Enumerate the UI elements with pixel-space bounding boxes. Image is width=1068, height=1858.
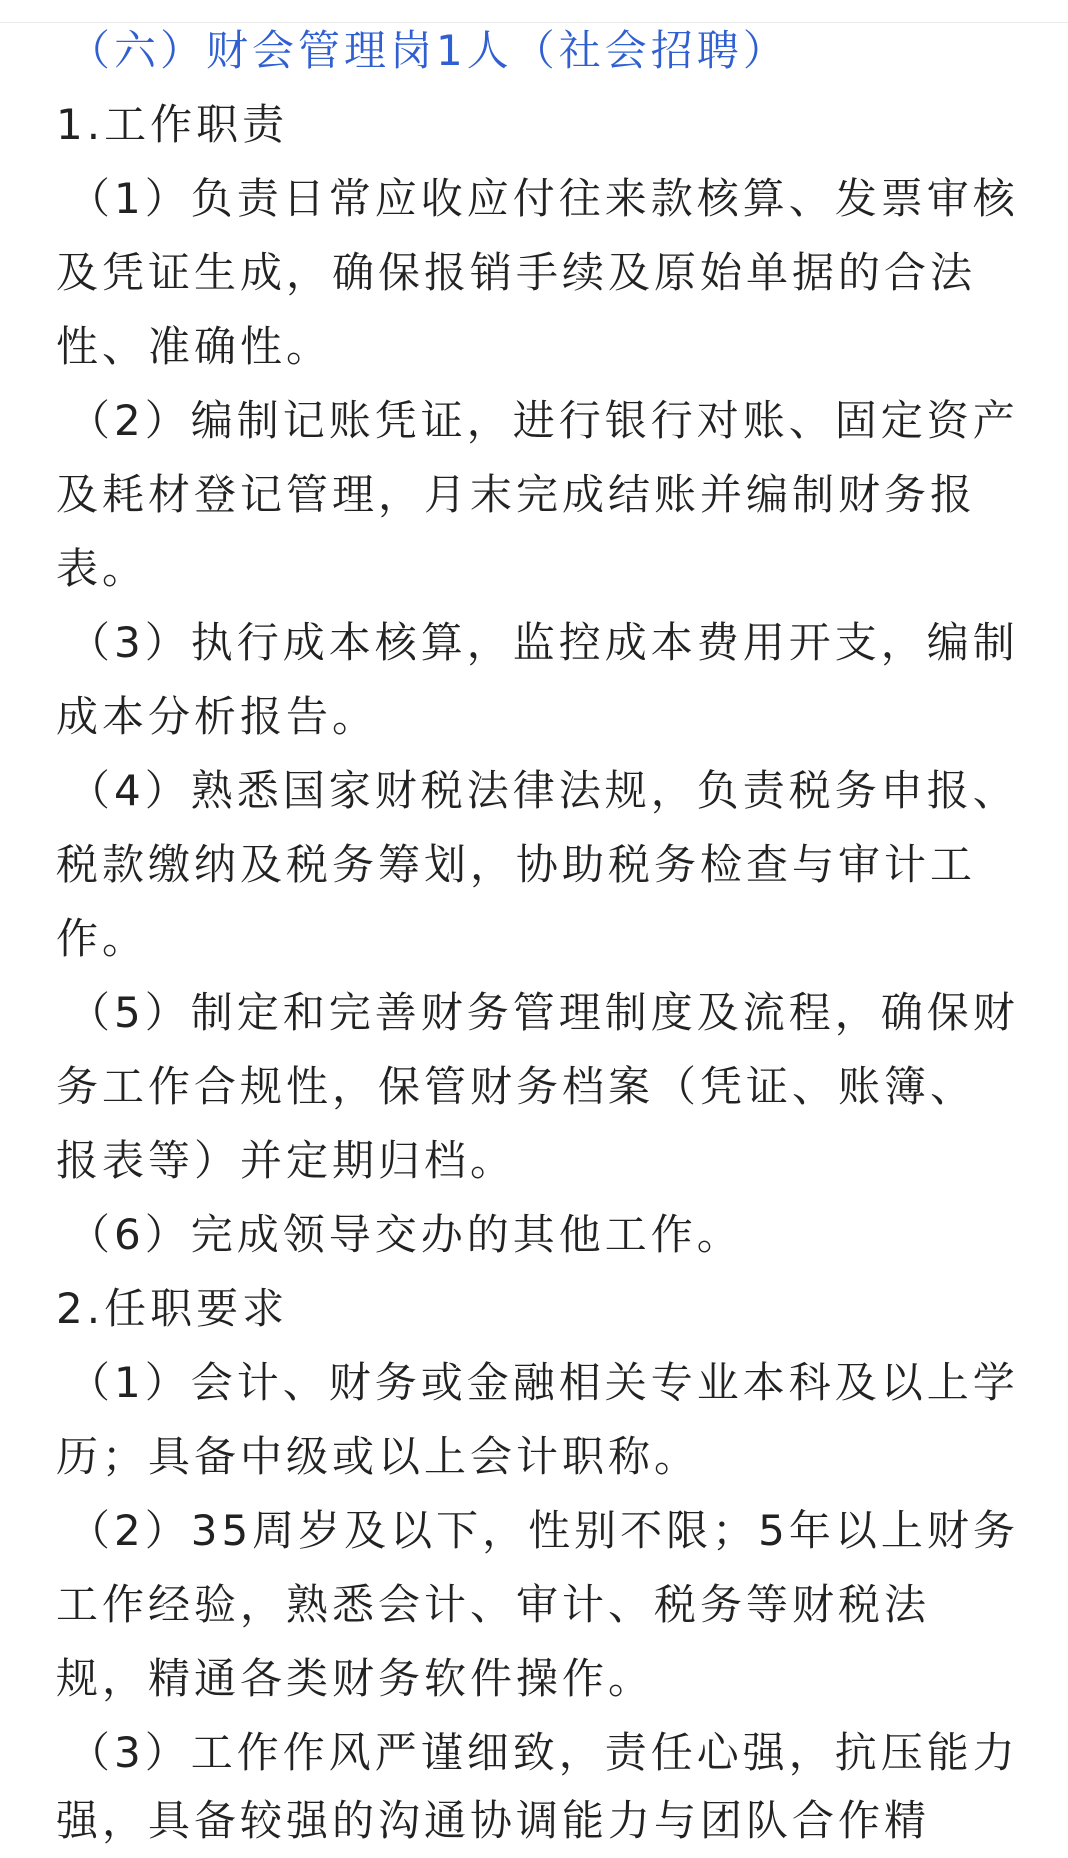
duty-4-line-3: 作。 <box>56 914 149 963</box>
req-1-line-2: 历；具备中级或以上会计职称。 <box>56 1432 701 1481</box>
duty-5-line-2: 务工作合规性，保管财务档案（凭证、账簿、 <box>56 1062 977 1111</box>
req-1-line-1: （1）会计、财务或金融相关专业本科及以上学 <box>68 1358 1019 1407</box>
requirements-title: 2.任职要求 <box>56 1284 289 1333</box>
req-2-line-2: 工作经验，熟悉会计、审计、税务等财税法 <box>56 1580 931 1629</box>
req-3-line-1: （3）工作作风严谨细致，责任心强，抗压能力 <box>68 1728 1019 1777</box>
duty-2-line-3: 表。 <box>56 544 149 593</box>
duty-6-line-1: （6）完成领导交办的其他工作。 <box>68 1210 743 1259</box>
duty-2-line-2: 及耗材登记管理，月末完成结账并编制财务报 <box>56 470 977 519</box>
duty-3-line-2: 成本分析报告。 <box>56 692 379 741</box>
duty-1-line-1: （1）负责日常应收应付往来款核算、发票审核 <box>68 174 1019 223</box>
req-2-line-3: 规，精通各类财务软件操作。 <box>56 1654 655 1703</box>
duty-1-line-3: 性、准确性。 <box>56 322 333 371</box>
section-heading: （六）财会管理岗1人（社会招聘） <box>68 26 789 75</box>
duty-5-line-3: 报表等）并定期归档。 <box>56 1136 517 1185</box>
duties-title: 1.工作职责 <box>56 100 289 149</box>
duty-5-line-1: （5）制定和完善财务管理制度及流程，确保财 <box>68 988 1019 1037</box>
duty-4-line-1: （4）熟悉国家财税法律法规，负责税务申报、 <box>68 766 1019 815</box>
duty-4-line-2: 税款缴纳及税务筹划，协助税务检查与审计工 <box>56 840 977 889</box>
req-2-line-1: （2）35周岁及以下，性别不限；5年以上财务 <box>68 1506 1019 1555</box>
duty-3-line-1: （3）执行成本核算，监控成本费用开支，编制 <box>68 618 1019 667</box>
req-3-line-2: 强，具备较强的沟通协调能力与团队合作精 <box>56 1796 931 1845</box>
duty-2-line-1: （2）编制记账凭证，进行银行对账、固定资产 <box>68 396 1019 445</box>
duty-1-line-2: 及凭证生成，确保报销手续及原始单据的合法 <box>56 248 977 297</box>
